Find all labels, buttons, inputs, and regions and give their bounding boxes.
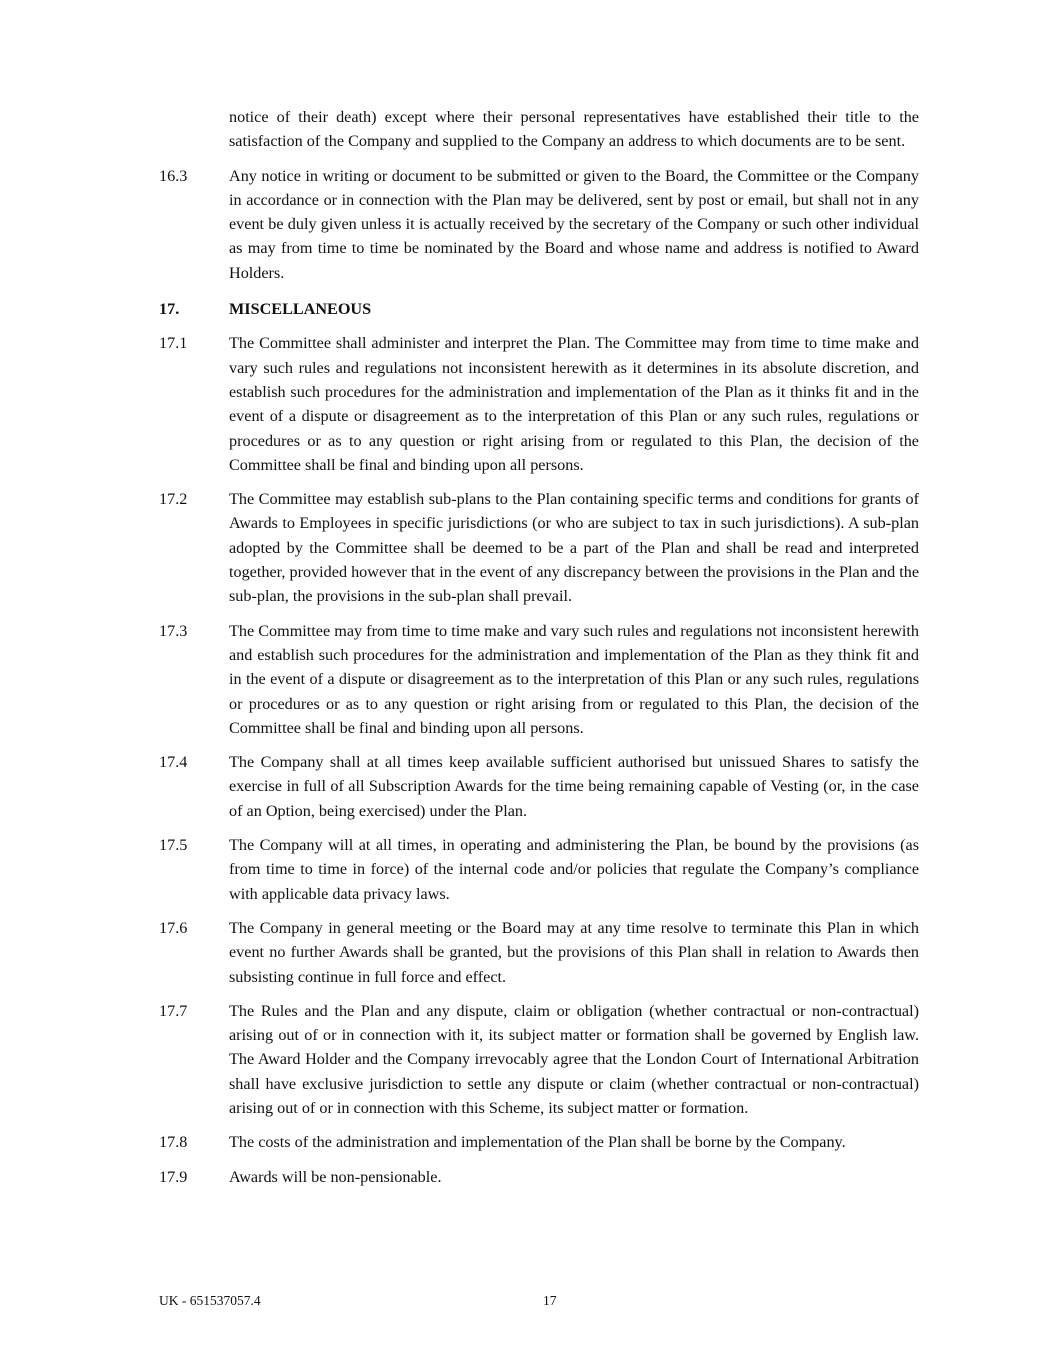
document-reference: UK - 651537057.4 bbox=[159, 1293, 261, 1308]
clause-17-2 bbox=[159, 487, 919, 608]
clause-17-9 bbox=[159, 1165, 919, 1189]
page-content bbox=[159, 105, 919, 1199]
clause-text: Awards will be non-pensionable. bbox=[229, 1167, 442, 1186]
clause-number: 17.8 bbox=[159, 1133, 188, 1152]
clause-text: Any notice in writing or document to be submitted or given to the Board, the Committee or the Company in accordance or in connection with the Plan may be delivered, sent by post or email, but shall not in any event be duly given unless it is actually received by the secretary of the Company or such other individual as may from time to time be nominated by the Board and whose name and address is notified to Award Holders. bbox=[229, 166, 919, 282]
clause-17-5 bbox=[159, 833, 919, 906]
clause-text: The Committee may from time to time make and vary such rules and regulations not inconsistent herewith and establish such procedures for the administration and implementation of the Plan as they think fit and in the event of a dispute or disagreement as to the interpretation of this Plan or any such rules, regulations or procedures or as to any question or right arising from or regulated to this Plan, the decision of the Committee shall be final and binding upon all persons. bbox=[229, 621, 919, 737]
clause-16-3 bbox=[159, 164, 919, 285]
clause-number: 17.2 bbox=[159, 490, 188, 509]
clause-17-3 bbox=[159, 619, 919, 740]
clause-number: 17.4 bbox=[159, 753, 188, 772]
clause-text: The Rules and the Plan and any dispute, claim or obligation (whether contractual or non-contractual) arising out of or in connection with it, its subject matter or formation shall be governed by English law. The Award Holder and the Company irrevocably agree that the London Court of International Arbitration shall have exclusive jurisdiction to settle any dispute or claim (whether contractual or non-contractual) arising out of or in connection with this Scheme, its subject matter or formation. bbox=[229, 1001, 919, 1117]
clause-number: 16.3 bbox=[159, 166, 188, 185]
clause-number: 17.3 bbox=[159, 621, 188, 640]
clause-17-6 bbox=[159, 916, 919, 989]
section-title: MISCELLANEOUS bbox=[229, 300, 372, 319]
clause-number: 17.7 bbox=[159, 1001, 188, 1020]
clause-number: 17.9 bbox=[159, 1167, 188, 1186]
section-heading-17 bbox=[159, 297, 919, 321]
clause-17-1 bbox=[159, 331, 919, 477]
clause-text: The costs of the administration and implementation of the Plan shall be borne by the Company. bbox=[229, 1133, 846, 1152]
clause-text: The Company in general meeting or the Board may at any time resolve to terminate this Plan in which event no further Awards shall be granted, but the provisions of this Plan shall in relation to Awards then subsisting continue in full force and effect. bbox=[229, 918, 919, 986]
clause-17-8 bbox=[159, 1130, 919, 1154]
continuation-paragraph bbox=[229, 105, 919, 154]
clause-number: 17.5 bbox=[159, 836, 188, 855]
clause-17-4 bbox=[159, 750, 919, 823]
page-footer bbox=[159, 1291, 919, 1311]
clause-number: 17.6 bbox=[159, 918, 188, 937]
page-number: 17 bbox=[543, 1293, 557, 1308]
continuation-text: notice of their death) except where their personal representatives have established their title to the satisfaction of the Company and supplied to the Company an address to which documents are to be sent. bbox=[229, 108, 919, 151]
clause-text: The Company will at all times, in operating and administering the Plan, be bound by the provisions (as from time to time in force) of the internal code and/or policies that regulate the Company’s compliance with applicable data privacy laws. bbox=[229, 836, 919, 903]
clause-text: The Company shall at all times keep available sufficient authorised but unissued Shares to satisfy the exercise in full of all Subscription Awards for the time being remaining capable of Vesting (or, in the case of an Option, being exercised) under the Plan. bbox=[229, 753, 919, 820]
clause-text: The Committee may establish sub-plans to the Plan containing specific terms and conditions for grants of Awards to Employees in specific jurisdictions (or who are subject to tax in such jurisdictions). A sub-plan adopted by the Committee shall be deemed to be a part of the Plan and shall be read and interpreted together, provided however that in the event of any discrepancy between the provisions in the Plan and the sub-plan, the provisions in the sub-plan shall prevail. bbox=[229, 490, 919, 606]
clause-text: The Committee shall administer and interpret the Plan. The Committee may from time to time make and vary such rules and regulations not inconsistent herewith as it determines in its absolute discretion, and establish such procedures for the administration and implementation of the Plan as it thinks fit and in the event of a dispute or disagreement as to the interpretation of this Plan or any such rules, regulations or procedures or as to any question or right arising from or regulated to this Plan, the decision of the Committee shall be final and binding upon all persons. bbox=[229, 334, 919, 474]
clause-number: 17.1 bbox=[159, 334, 188, 353]
section-number: 17. bbox=[159, 300, 180, 319]
clause-17-7 bbox=[159, 999, 919, 1120]
